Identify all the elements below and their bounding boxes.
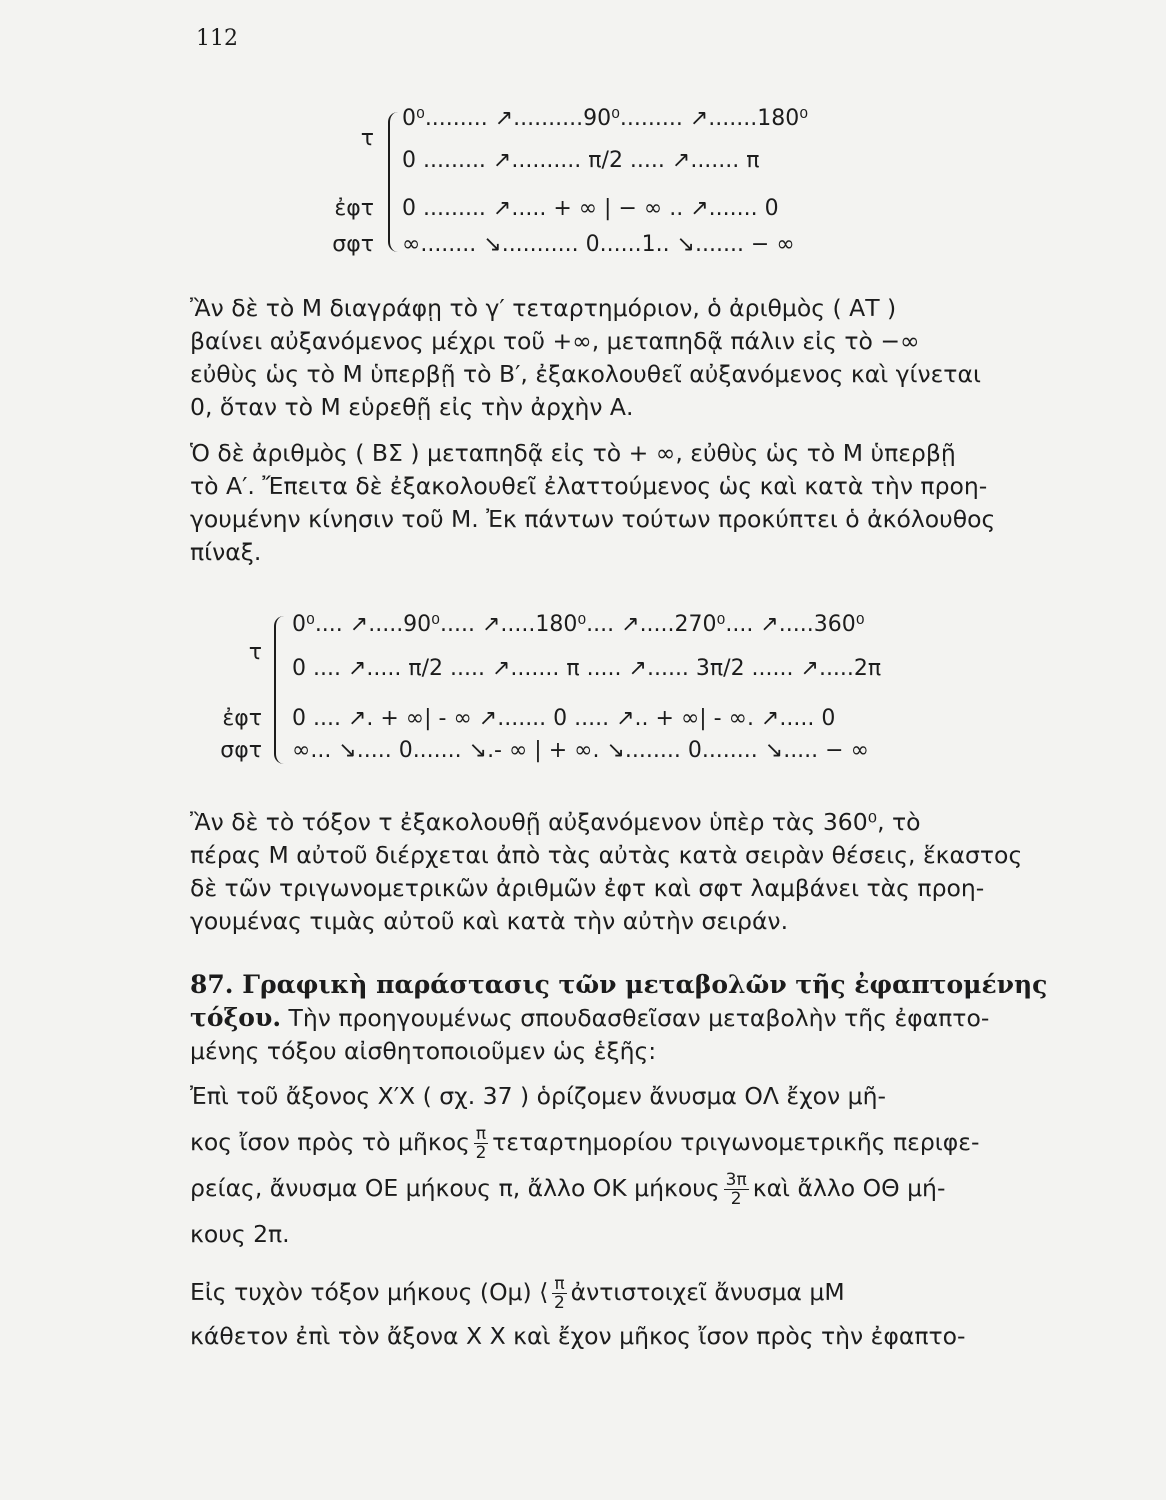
page-number: 112	[196, 26, 238, 51]
text-fragment: Εἰς τυχὸν τόξον μήκους (Ομ) ⟨	[190, 1278, 549, 1306]
text-line: εὐθὺς ὡς τὸ Μ ὑπερβῇ τὸ Β′, ἐξακολουθεῖ αὐξανόμενος καὶ γίνεται	[190, 360, 981, 388]
row-label: τ	[360, 126, 374, 151]
paragraph	[190, 292, 1030, 424]
row-label: τ	[248, 640, 262, 665]
text-line: μένης τόξου αἰσθητοποιοῦμεν ὡς ἑξῆς:	[190, 1037, 657, 1065]
text-line: Ἂν δὲ τὸ Μ διαγράφῃ τὸ γ′ τεταρτημόριον, ὁ ἀριθμὸς ( ΑΤ )	[190, 294, 897, 322]
text-line: Ὁ δὲ ἀριθμὸς ( ΒΣ ) μεταπηδᾷ εἰς τὸ + ∞, εὐθὺς ὡς τὸ Μ ὑπερβῇ	[190, 439, 956, 467]
text-line: πίναξ.	[190, 538, 262, 566]
text-fragment: τεταρτημορίου τριγωνομετρικῆς περιφε-	[492, 1128, 980, 1156]
text-line: Ἂν δὲ τὸ τόξον τ ἐξακολουθῇ αὐξανόμενον ὑπὲρ τὰς 360⁰, τὸ	[190, 808, 921, 836]
text-line: γουμένην κίνησιν τοῦ Μ. Ἐκ πάντων τούτων προκύπτει ὁ ἀκόλουθος	[190, 505, 996, 533]
fraction-pi-over-2: $\frac{\pi}{2}$	[554, 1274, 565, 1313]
text-fragment: Τὴν προηγουμένως σπουδασθεῖσαν μεταβολὴν τῆς ἐφαπτο-	[281, 1004, 990, 1032]
table-row: 0 .... ↗. + ∞| - ∞ ↗....... 0 ..... ↗.. + ∞| - ∞. ↗..... 0	[292, 706, 836, 731]
text-fragment: ρείας, ἄνυσμα ΟΕ μήκους π, ἄλλο ΟΚ μήκους	[190, 1174, 720, 1202]
fraction-pi-over-2: $\frac{\pi}{2}$	[475, 1124, 487, 1163]
table-row: 0⁰.... ↗.....90⁰..... ↗.....180⁰.... ↗.....270⁰.... ↗.....360⁰	[292, 612, 865, 637]
section-87	[190, 968, 1048, 1068]
text-line: γουμένας τιμὰς αὐτοῦ καὶ κατὰ τὴν αὐτὴν σειράν.	[190, 907, 789, 935]
paragraph	[190, 1270, 1030, 1358]
fraction-3pi-over-2: $\frac{3\pi}{2}$	[725, 1170, 747, 1209]
paragraph	[190, 437, 1030, 569]
section-heading: 87. Γραφικὴ παράστασις τῶν μεταβολῶν τῆς ἐφαπτομένης	[190, 970, 1048, 999]
table-row: 0 ......... ↗.......... π/2 ..... ↗....... π	[402, 148, 760, 173]
table-row: ∞........ ↘........... 0......1.. ↘....... − ∞	[402, 232, 795, 257]
table-row: ∞... ↘..... 0....... ↘.- ∞ | + ∞. ↘........ 0........ ↘..... − ∞	[292, 738, 869, 763]
row-label: σφτ	[220, 738, 262, 763]
paragraph	[190, 806, 1030, 938]
text-line: κους 2π.	[190, 1220, 290, 1248]
row-label: ἐφτ	[222, 706, 262, 731]
row-label: ἐφτ	[334, 196, 374, 221]
text-line: βαίνει αὐξανόμενος μέχρι τοῦ +∞, μεταπηδᾷ πάλιν εἰς τὸ −∞	[190, 327, 920, 355]
text-fragment: καὶ ἄλλο ΟΘ μή-	[752, 1174, 946, 1202]
table-row: 0 ......... ↗..... + ∞ | − ∞ .. ↗....... 0	[402, 196, 779, 221]
paragraph	[190, 1073, 1030, 1257]
row-label: σφτ	[332, 232, 374, 257]
text-line: κάθετον ἐπὶ τὸν ἄξονα Χ Χ καὶ ἔχον μῆκος ἴσον πρὸς τὴν ἐφαπτο-	[190, 1322, 966, 1350]
table-row: 0⁰......... ↗..........90⁰......... ↗.......180⁰	[402, 106, 809, 131]
text-line: πέρας Μ αὐτοῦ διέρχεται ἀπὸ τὰς αὐτὰς κατὰ σειρὰν θέσεις, ἕκαστος	[190, 841, 1023, 869]
table-brace	[274, 616, 284, 764]
text-line: Ἐπὶ τοῦ ἄξονος Χ′Χ ( σχ. 37 ) ὁρίζομεν ἄνυσμα ΟΛ ἔχον μῆ-	[190, 1082, 886, 1110]
text-fragment: ἀντιστοιχεῖ ἄνυσμα μΜ	[570, 1278, 845, 1306]
section-heading: τόξου.	[190, 1003, 282, 1032]
table-brace	[388, 112, 398, 252]
text-line: 0, ὅταν τὸ Μ εὑρεθῇ εἰς τὴν ἀρχὴν Α.	[190, 393, 634, 421]
text-line: τὸ Α′. Ἔπειτα δὲ ἐξακολουθεῖ ἐλαττούμενος ὡς καὶ κατὰ τὴν προη-	[190, 472, 988, 500]
text-fragment: κος ἴσον πρὸς τὸ μῆκος	[190, 1128, 470, 1156]
table-row: 0 .... ↗..... π/2 ..... ↗....... π ..... ↗...... 3π/2 ...... ↗.....2π	[292, 656, 882, 681]
text-line: δὲ τῶν τριγωνομετρικῶν ἀριθμῶν ἐφτ καὶ σφτ λαμβάνει τὰς προη-	[190, 874, 985, 902]
